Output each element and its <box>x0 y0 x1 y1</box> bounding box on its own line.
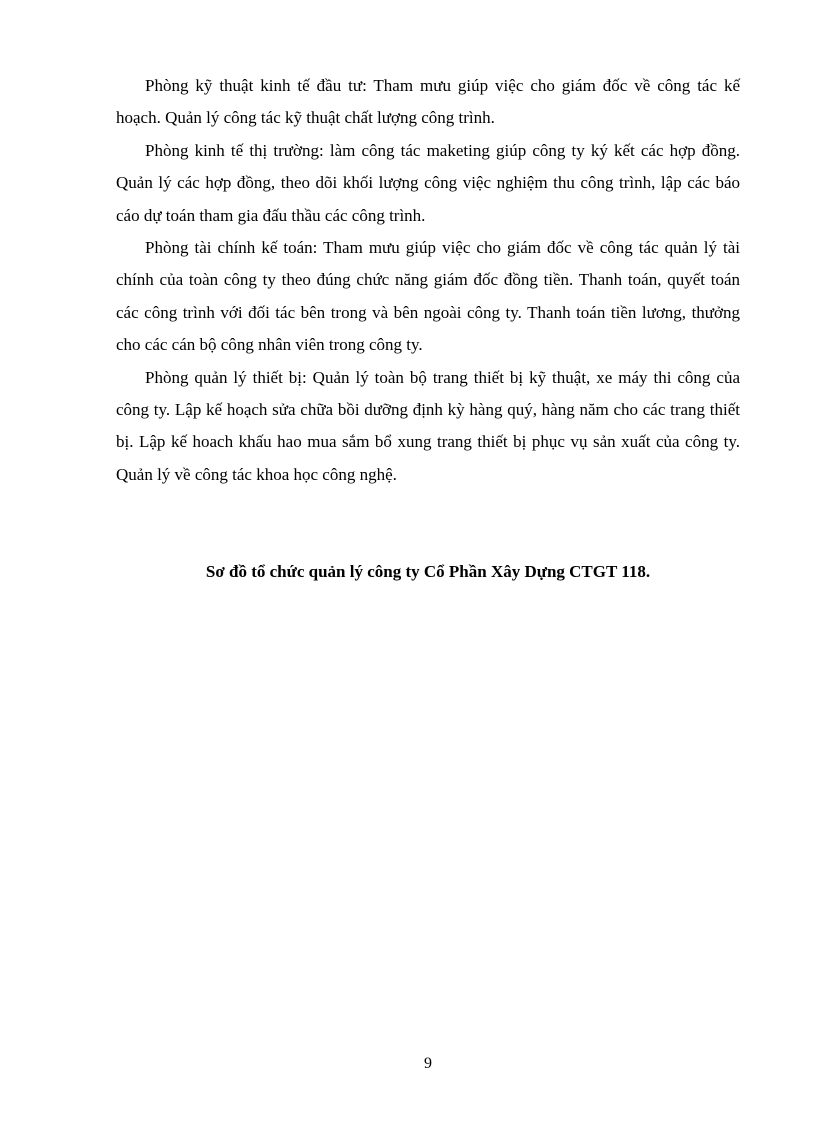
page-number: 9 <box>424 1055 432 1072</box>
paragraph-market-economics-department: Phòng kinh tế thị trường: làm công tác maketing giúp công ty ký kết các hợp đồng. Quản lý các hợp đồng, theo dõi khối lượng công việc nghiệm thu công trình, lập các báo cáo dự toán tham gia đấu thầu các công trình. <box>116 140 740 225</box>
paragraph-equipment-management-department: Phòng quản lý thiết bị: Quản lý toàn bộ trang thiết bị kỹ thuật, xe máy thi công của công ty. Lập kế hoạch sửa chữa bồi dưỡng định kỳ hàng quý, hàng năm cho các trang thiết bị. Lập kế hoach khấu hao mua sắm bổ xung trang thiết bị phục vụ sản xuất của công ty. Quản lý về công tác khoa học công nghệ. <box>116 367 740 484</box>
org-chart-heading: Sơ đồ tổ chức quản lý công ty Cổ Phần Xây Dựng CTGT 118. <box>205 562 651 581</box>
document-body <box>116 70 740 491</box>
paragraph-finance-accounting-department: Phòng tài chính kế toán: Tham mưu giúp việc cho giám đốc về công tác quản lý tài chính của toàn công ty theo đúng chức năng giám đốc đồng tiền. Thanh toán, quyết toán các công trình với đối tác bên trong và bên ngoài công ty. Thanh toán tiền lương, thưởng cho các cán bộ công nhân viên trong công ty. <box>116 238 740 355</box>
paragraph-technical-economic-department: Phòng kỹ thuật kinh tế đầu tư: Tham mưu giúp việc cho giám đốc về công tác kế hoạch. Quản lý công tác kỹ thuật chất lượng công trình. <box>116 76 740 128</box>
